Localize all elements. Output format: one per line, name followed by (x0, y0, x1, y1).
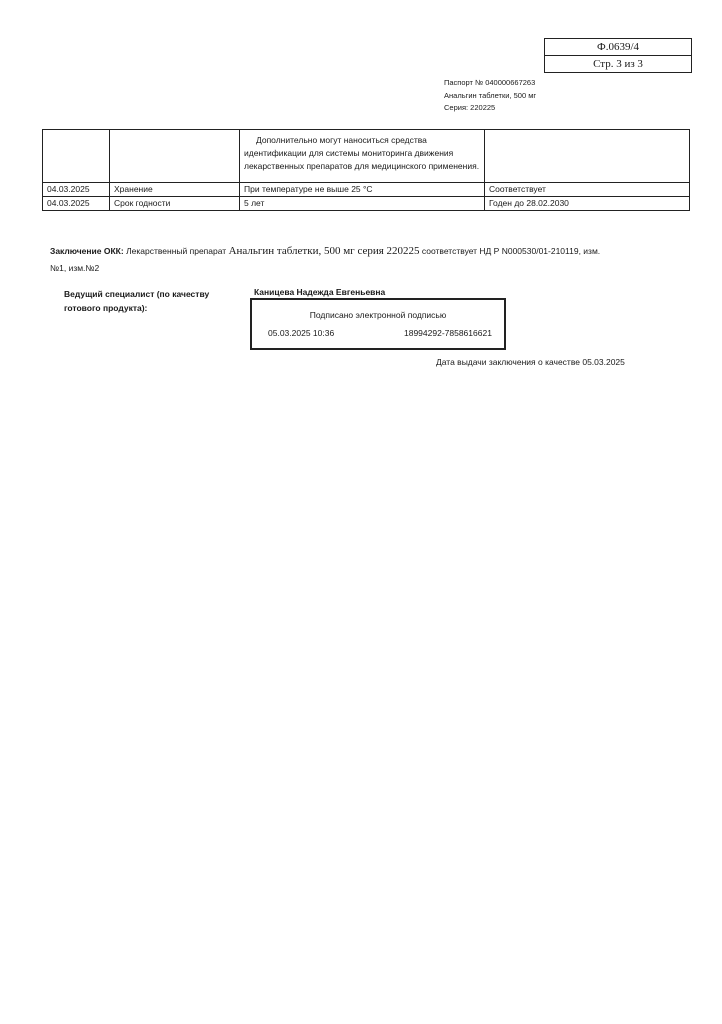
specialist-name: Каницева Надежда Евгеньевна (254, 287, 386, 297)
signature-certificate: 18994292-7858616621 (404, 328, 492, 338)
page-number: Стр. 3 из 3 (593, 58, 643, 70)
signature-title: Подписано электронной подписью (309, 310, 447, 320)
quality-table (42, 129, 690, 211)
row-result: Соответствует (485, 183, 690, 197)
passport-number: Паспорт № 040000667263 (444, 78, 536, 87)
specialist-label: Ведущий специалист (по качеству готового продукта): (64, 289, 210, 313)
row-name: Срок годности (110, 197, 240, 211)
passport-series: Серия: 220225 (444, 103, 496, 112)
conclusion-product: Анальгин таблетки, 500 мг серия 220225 (228, 245, 420, 257)
conclusion (50, 243, 610, 277)
row-date: 04.03.2025 (43, 197, 110, 211)
issue-date: Дата выдачи заключения о качестве 05.03.2025 (436, 357, 625, 367)
table-row (43, 197, 690, 211)
table-row (43, 183, 690, 197)
row-norm: При температуре не выше 25 °С (240, 183, 485, 197)
conclusion-label: Заключение ОКК: (50, 246, 124, 256)
passport-product: Анальгин таблетки, 500 мг (444, 90, 537, 100)
conclusion-text2: соответствует НД Р N000530/01-210119, изм.№1, изм.№2 (50, 246, 601, 273)
row-norm: 5 лет (240, 197, 485, 211)
conclusion-text1: Лекарственный препарат (126, 246, 227, 256)
identification-note: Дополнительно могут наноситься средства идентификации для системы мониторинга движения лекарственных препаратов для медицинского применения. (240, 130, 485, 183)
passport-header (444, 77, 536, 115)
table-row (43, 130, 690, 183)
row-result: Годен до 28.02.2030 (485, 197, 690, 211)
electronic-signature-stamp (250, 298, 506, 350)
row-date: 04.03.2025 (43, 183, 110, 197)
signature-datetime: 05.03.2025 10:36 (268, 328, 335, 338)
row-name: Хранение (110, 183, 240, 197)
form-code-box (544, 38, 692, 73)
form-code: Ф.0639/4 (545, 39, 691, 56)
